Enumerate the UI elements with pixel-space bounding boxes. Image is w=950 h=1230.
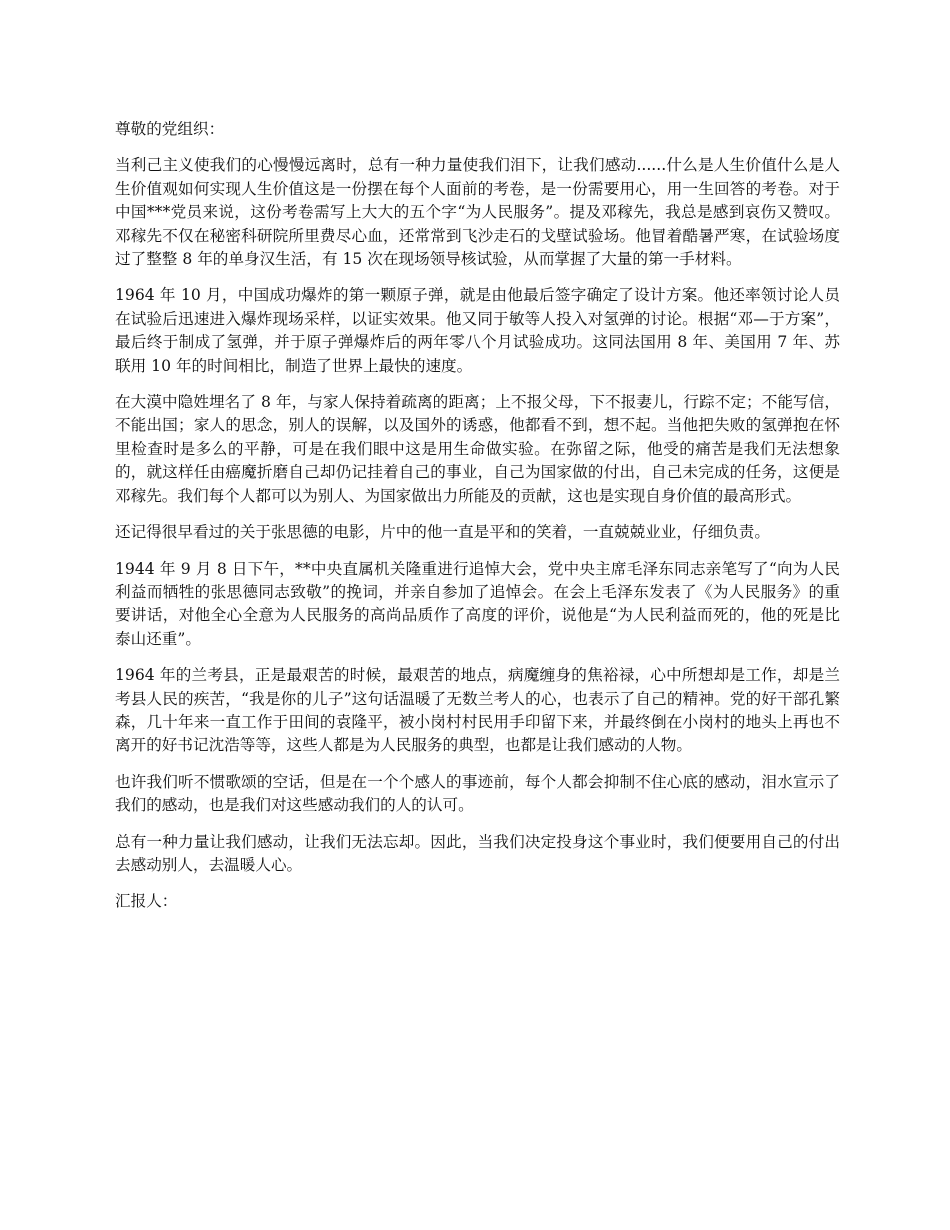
paragraph-4: 还记得很早看过的关于张思德的电影，片中的他一直是平和的笑着，一直兢兢业业，仔细负责。 bbox=[115, 523, 770, 542]
paragraph-6: 1964 年的兰考县，正是最艰苦的时候，最艰苦的地点，病魔缠身的焦裕禄，心中所想却是工作，却是兰考县人民的疾苦，“我是你的儿子”这句话温暖了无数兰考人的心，也表示了自己的精神。党的好干部孔繁森，几十年来一直工作于田间的袁隆平，被小岗村村民用手印留下来，并最终倒在小岗村的地头上再也不离开的好书记沈浩等等，这些人都是为人民服务的典型，也都是让我们感动的人物。 bbox=[115, 666, 840, 755]
document-body bbox=[115, 118, 840, 914]
signoff: 汇报人： bbox=[115, 892, 178, 911]
paragraph-1: 当利己主义使我们的心慢慢远离时，总有一种力量使我们泪下，让我们感动......什么是人生价值什么是人生价值观如何实现人生价值这是一份摆在每个人面前的考卷，是一份需要用心，用一生回答的考卷。对于中国***党员来说，这份考卷需写上大大的五个字“为人民服务”。提及邓稼先，我总是感到哀伤又赞叹。邓稼先不仅在秘密科研院所里费尽心血，还常常到飞沙走石的戈壁试验场。他冒着酷暑严寒，在试验场度过了整整 8 年的单身汉生活，有 15 次在现场领导核试验，从而掌握了大量的第一手材料。 bbox=[115, 156, 840, 269]
paragraph-2: 1964 年 10 月，中国成功爆炸的第一颗原子弹，就是由他最后签字确定了设计方案。他还率领讨论人员在试验后迅速进入爆炸现场采样，以证实效果。他又同于敏等人投入对氢弹的讨论。根据“邓—于方案”，最后终于制成了氢弹，并于原子弹爆炸后的两年零八个月试验成功。这同法国用 8 年、美国用 7 年、苏联用 10 年的时间相比，制造了世界上最快的速度。 bbox=[115, 286, 840, 375]
salutation: 尊敬的党组织： bbox=[115, 120, 225, 138]
paragraph-7: 也许我们听不惯歌颂的空话，但是在一个个感人的事迹前，每个人都会抑制不住心底的感动，泪水宣示了我们的感动，也是我们对这些感动我们的人的认可。 bbox=[115, 772, 840, 815]
paragraph-8: 总有一种力量让我们感动，让我们无法忘却。因此，当我们决定投身这个事业时，我们便要用自己的付出去感动别人，去温暖人心。 bbox=[115, 832, 840, 874]
paragraph-5: 1944 年 9 月 8 日下午，**中央直属机关隆重进行追悼大会，党中央主席毛泽东同志亲笔写了“向为人民利益而牺牲的张思德同志致敬”的挽词，并亲自参加了追悼会。在会上毛泽东发表了《为人民服务》的重要讲话，对他全心全意为人民服务的高尚品质作了高度的评价，说他是“为人民利益而死的，他的死是比泰山还重”。 bbox=[115, 559, 840, 648]
paragraph-3: 在大漠中隐姓埋名了 8 年，与家人保持着疏离的距离；上不报父母，下不报妻儿，行踪不定；不能写信，不能出国；家人的思念，别人的误解，以及国外的诱惑，他都看不到，想不起。当他把失败的氢弹抱在怀里检查时是多么的平静，可是在我们眼中这是用生命做实验。在弥留之际，他受的痛苦是我们无法想象的，就这样任由癌魔折磨自己却仍记挂着自己的事业，自己为国家做的付出，自己未完成的任务，这便是邓稼先。我们每个人都可以为别人、为国家做出力所能及的贡献，这也是实现自身价值的最高形式。 bbox=[115, 393, 840, 505]
